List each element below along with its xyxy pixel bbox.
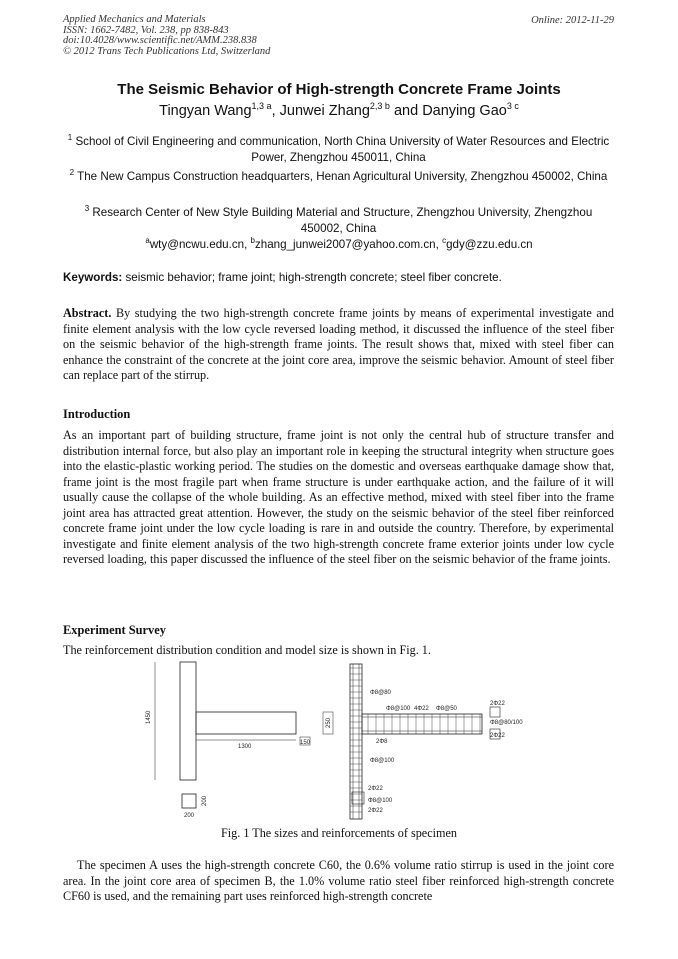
email-link[interactable]: gdy@zzu.edu.cn	[446, 238, 533, 251]
keywords-text: seismic behavior; frame joint; high-strength concrete; steel fiber concrete.	[122, 271, 502, 284]
affiliation-num: 1	[67, 133, 73, 142]
email-link[interactable]: zhang_junwei2007@yahoo.com.cn	[254, 238, 436, 251]
email-line	[0, 236, 678, 251]
journal-meta	[63, 15, 270, 57]
affiliation-text: School of Civil Engineering and communication, North China University of Water Resources and Electric Power, Zhengzhou 450011, China	[75, 135, 610, 164]
rebar-label: Φ8@80/100	[490, 720, 523, 726]
email-sup: c	[442, 236, 447, 245]
issn: ISSN: 1662-7482, Vol. 238, pp 838-843	[63, 24, 229, 36]
rebar-label: 2Φ22	[368, 786, 383, 792]
journal-name: Applied Mechanics and Materials	[63, 14, 206, 25]
copyright: © 2012 Trans Tech Publications Ltd, Switzerland	[63, 45, 271, 57]
rebar-label: 2Φ22	[490, 733, 505, 739]
author-name: Tingyan Wang	[159, 103, 252, 119]
body-paragraph: The specimen A uses the high-strength concrete C60, the 0.6% volume ratio stirrup is used in the joint core area. In the joint core area of specimen B, the 1.0% volume ratio steel fiber reinforced high-strength concrete CF60 is used, and the remaining part uses reinforced high-strength concrete	[63, 858, 614, 903]
beam-outline	[196, 712, 296, 734]
specimen-figure	[140, 660, 540, 822]
rebar-label: 2Φ8	[376, 739, 388, 745]
dim-label: 250	[326, 717, 332, 728]
column-section	[182, 794, 196, 808]
affiliation	[63, 165, 614, 185]
author-list	[0, 101, 678, 119]
affiliation-num: 2	[69, 168, 75, 177]
author-sup: 2,3 b	[369, 101, 390, 111]
rebar-label: Φ8@100	[368, 798, 393, 804]
email-link[interactable]: wty@ncwu.edu.cn	[149, 238, 245, 251]
affiliation	[63, 201, 614, 237]
author-name: Junwei Zhang	[279, 103, 370, 119]
column-outline	[180, 662, 196, 780]
experiment-text: The reinforcement distribution condition and model size is shown in Fig. 1.	[63, 643, 431, 657]
figure-caption: Fig. 1 The sizes and reinforcements of specimen	[220, 826, 457, 840]
email-sup: a	[145, 236, 150, 245]
affiliation	[63, 130, 614, 166]
rebar-label: Φ8@80	[370, 690, 391, 696]
separator: ,	[271, 103, 280, 119]
abstract-text: By studying the two high-strength concrete frame joints by means of experimental investigate and finite element analysis with the low cycle reversed loading method, it discussed the influence of the steel fiber on the seismic behavior of the high-strength frame joints. The result shows that, mixed with steel fiber can enhance the constraint of the concrete at the joint core area, improve the seismic behavior. Amount of steel fiber can replace part of the stirrup.	[63, 306, 614, 382]
doi: doi:10.4028/www.scientific.net/AMM.238.838	[63, 35, 257, 47]
rebar-label: Φ8@100	[370, 758, 395, 764]
separator: ,	[435, 238, 443, 251]
rebar-label: Φ8@50	[436, 706, 457, 712]
dim-label: 1300	[238, 744, 252, 750]
affiliation-text: Research Center of New Style Building Material and Structure, Zhengzhou University, Zhengzhou 450002, China	[92, 206, 593, 235]
affiliation-text: The New Campus Construction headquarters, Henan Agricultural University, Zhengzhou 450002, China	[77, 170, 608, 183]
introduction-text: As an important part of building structure, frame joint is not only the central hub of structure transfer and distribution internal force, but also play an important role in keeping the structural integrity when structure goes into the elastic-plastic working period. The studies on the domestic and overseas earthquake damage show that, frame joint is the most fragile part when frame structure is under earthquake action, and the failure of it will usually cause the collapse of the whole building. As an effective method, mixed with steel fiber into the frame joint area has attracted great attention. However, the study on the seismic behavior of the steel fiber reinforced concrete frame joint under the low cycle loading is rare in and outside the country. Therefore, by experimental investigate and finite element analysis of the two high-strength concrete frame exterior joints under low cycle reversed loading, this paper discussed the influence of the steel fiber on the seismic behavior of the frame joints.	[63, 428, 614, 566]
dim-label: 150	[300, 740, 311, 746]
abstract	[63, 306, 614, 384]
keywords-label: Keywords:	[63, 271, 123, 284]
dim-label: 1450	[146, 710, 152, 724]
author-name: Danying Gao	[422, 103, 507, 119]
section-heading: Experiment Survey	[63, 623, 166, 637]
separator: ,	[244, 238, 251, 251]
dim-label: 200	[202, 795, 208, 806]
section-heading: Introduction	[63, 407, 131, 421]
separator: and	[389, 103, 423, 119]
online-date: Online: 2012-11-29	[531, 15, 614, 26]
rebar-label: 2Φ22	[490, 701, 505, 707]
rebar-label: 2Φ22	[368, 808, 383, 814]
abstract-label: Abstract.	[63, 306, 112, 320]
email-sup: b	[250, 236, 255, 245]
paper-title: The Seismic Behavior of High-strength Concrete Frame Joints	[117, 81, 561, 98]
dim-label: 200	[184, 813, 195, 819]
keywords	[63, 271, 502, 284]
rebar-label: Φ8@100	[386, 706, 411, 712]
affiliation-num: 3	[84, 204, 90, 213]
author-sup: 3 c	[506, 101, 519, 111]
rebar-label: 4Φ22	[414, 706, 429, 712]
author-sup: 1,3 a	[251, 101, 272, 111]
